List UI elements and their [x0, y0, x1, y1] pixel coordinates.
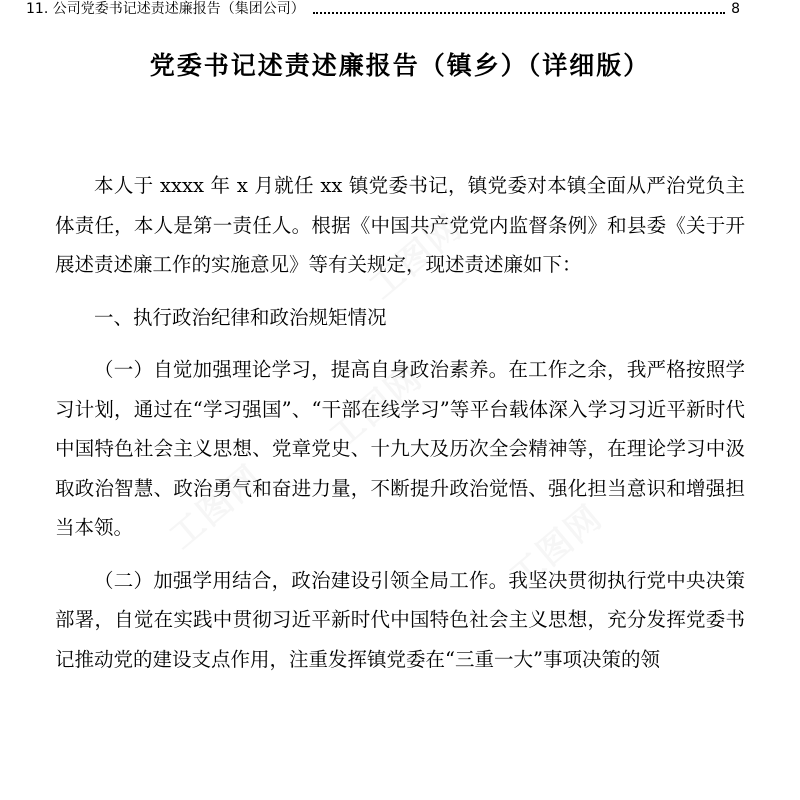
subsection-paragraph-1: （一）自觉加强理论学习，提高自身政治素养。在工作之余，我严格按照学习计划，通过在“学习强国”、“干部在线学习”等平台载体深入学习习近平新时代中国特色社会主义思想、党章党史、十九大及历次全会精神等，在理论学习中汲取政治智慧、政治勇气和奋进力量，不断提升政治觉悟、强化担当意识和增强担当本领。	[55, 358, 745, 539]
document-body	[55, 166, 745, 679]
subsection-paragraph-2: （二）加强学用结合，政治建设引领全局工作。我坚决贯彻执行党中央决策部署，自觉在实践中贯彻习近平新时代中国特色社会主义思想，充分发挥党委书记推动党的建设支点作用，注重发挥镇党委在“三重一大”事项决策的领	[55, 568, 745, 671]
intro-paragraph: 本人于 xxxx 年 x 月就任 xx 镇党委书记，镇党委对本镇全面从严治党负主体责任，本人是第一责任人。根据《中国共产党党内监督条例》和县委《关于开展述责述廉工作的实施意见》等有关规定，现述责述廉如下：	[55, 174, 745, 276]
toc-page-number: 8	[731, 1, 740, 17]
watermark: 工图网	[502, 497, 611, 598]
watermark: 工图网	[322, 357, 431, 458]
toc-entry[interactable]	[26, 0, 740, 18]
watermark: 工图网	[162, 457, 271, 558]
document-title: 党委书记述责述廉报告（镇乡）（详细版）	[149, 51, 651, 80]
watermark: 工图网	[362, 207, 471, 308]
toc-entry-title: 11. 公司党委书记述责述廉报告（集团公司）	[26, 1, 305, 17]
section-heading-1: 一、执行政治纪律和政治规矩情况	[94, 305, 387, 329]
toc-leader-dots	[313, 12, 725, 14]
